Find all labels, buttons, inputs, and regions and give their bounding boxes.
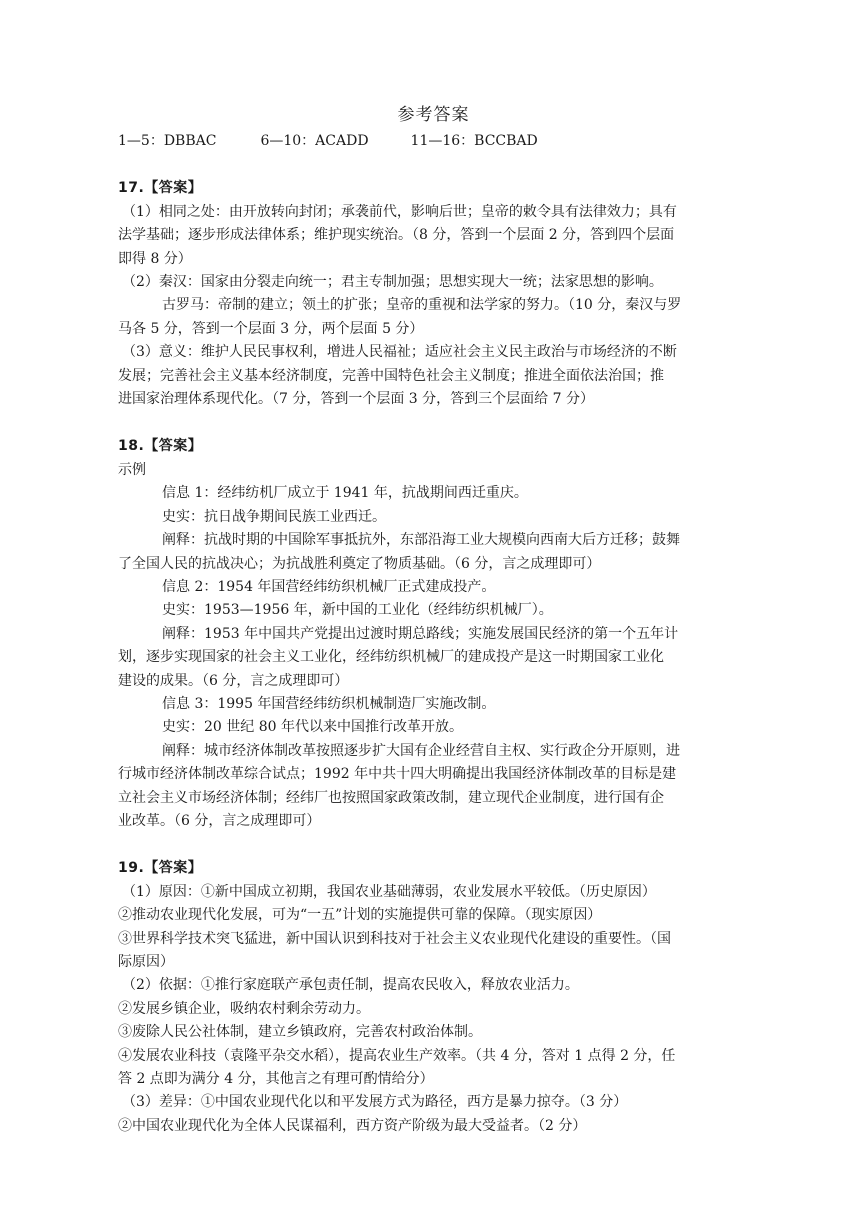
q18-line: 行城市经济体制改革综合试点；1992 年中共十四大明确提出我国经济体制改革的目标是建 (118, 766, 677, 783)
q19-line: 答 2 点即为满分 4 分，其他言之有理可酌情给分） (118, 1071, 434, 1088)
multiple-choice-answers (118, 130, 743, 153)
q18-example-label: 示例 (118, 461, 146, 478)
q17-line: 进国家治理体系现代化。（7 分，答到一个层面 3 分，答到三个层面给 7 分） (118, 391, 594, 408)
question-17-heading: 17.【答案】 (118, 180, 203, 197)
q17-line: 马各 5 分，答到一个层面 3 分，两个层面 5 分） (118, 320, 424, 337)
q19-line: 际原因） (118, 954, 174, 970)
q19-line: （3）差异：①中国农业现代化以和平发展方式为路径，西方是暴力掠夺。（3 分） (122, 1094, 628, 1111)
question-18-section (118, 435, 743, 833)
question-18-heading: 18.【答案】 (118, 438, 203, 455)
q18-line: 了全国人民的抗战决心；为抗战胜利奠定了物质基础。（6 分，言之成理即可） (118, 555, 601, 572)
q19-line: ③世界科学技术突飞猛进，新中国认识到科技对于社会主义农业现代化建设的重要性。（国 (118, 930, 671, 947)
q17-line: 即得 8 分） (118, 250, 192, 267)
q17-line: 发展；完善社会主义基本经济制度，完善中国特色社会主义制度；推进全面依法治国；推 (118, 367, 664, 384)
q17-line: （2）秦汉：国家由分裂走向统一；君主专制加强；思想实现大一统；法家思想的影响。 (122, 274, 663, 291)
q18-line: 阐释：城市经济体制改革按照逐步扩大国有企业经营自主权、实行政企分开原则，进 (162, 742, 680, 759)
q18-line: 史实：20 世纪 80 年代以来中国推行改革开放。 (162, 719, 463, 736)
mcq-group-3: 11—16：BCCBAD (410, 133, 538, 149)
q18-line: 信息 1：经纬纺机厂成立于 1941 年，抗战期间西迁重庆。 (162, 485, 528, 502)
q18-line: 阐释：1953 年中国共产党提出过渡时期总路线；实施发展国民经济的第一个五年计 (162, 625, 679, 642)
mcq-group-1: 1—5：DBBAC (118, 133, 217, 149)
q19-line: ③废除人民公社体制，建立乡镇政府，完善农村政治体制。 (118, 1024, 482, 1041)
q18-line: 划，逐步实现国家的社会主义工业化，经纬纺织机械厂的建成投产是这一时期国家工业化 (118, 649, 664, 666)
mcq-group-2: 6—10：ACADD (260, 133, 369, 149)
q19-line: （2）依据：①推行家庭联产承包责任制，提高农民收入，释放农业活力。 (122, 977, 579, 994)
q18-line: 史实：1953—1956 年，新中国的工业化（经纬纺织机械厂）。 (162, 602, 553, 619)
q18-line: 阐释：抗战时期的中国除军事抵抗外，东部沿海工业大规模向西南大后方迁移；鼓舞 (162, 532, 680, 549)
q18-line: 业改革。（6 分，言之成理即可） (118, 812, 321, 829)
q19-line: ②推动农业现代化发展，可为“一五”计划的实施提供可靠的保障。（现实原因） (118, 907, 602, 924)
question-19-section (118, 857, 743, 1138)
page-title: 参考答案 (397, 105, 470, 125)
q17-line: （3）意义：维护人民民事权利，增进人民福祉；适应社会主义民主政治与市场经济的不断 (122, 344, 677, 361)
question-19-heading: 19.【答案】 (118, 860, 203, 877)
q19-line: （1）原因：①新中国成立初期，我国农业基础薄弱，农业发展水平较低。（历史原因） (122, 883, 656, 900)
q18-line: 立社会主义市场经济体制；经纬厂也按照国家政策改制，建立现代企业制度，进行国有企 (118, 789, 664, 806)
q18-line: 信息 2：1954 年国营经纬纺织机械厂正式建成投产。 (162, 578, 496, 595)
q19-line: ④发展农业科技（袁隆平杂交水稻），提高农业生产效率。（共 4 分，答对 1 点得 2 分，任 (118, 1047, 676, 1064)
answer-content (118, 130, 743, 1138)
q19-line: ②中国农业现代化为全体人民谋福利，西方资产阶级为最大受益者。（2 分） (118, 1117, 587, 1134)
q18-line: 史实：抗日战争期间民族工业西迁。 (162, 508, 386, 525)
q17-line: （1）相同之处：由开放转向封闭；承袭前代，影响后世；皇帝的敕令具有法律效力；具有 (122, 203, 677, 220)
q18-line: 信息 3：1995 年国营经纬纺织机械制造厂实施改制。 (162, 695, 496, 712)
q17-line: 法学基础；逐步形成法律体系；维护现实统治。（8 分，答到一个层面 2 分，答到四个层面 (118, 227, 675, 244)
q19-line: ②发展乡镇企业，吸纳农村剩余劳动力。 (118, 1000, 370, 1017)
q17-line: 古罗马：帝制的建立；领土的扩张；皇帝的重视和法学家的努力。（10 分，秦汉与罗 (162, 297, 682, 314)
question-17-section (118, 177, 743, 411)
q18-line: 建设的成果。（6 分，言之成理即可） (118, 672, 349, 689)
